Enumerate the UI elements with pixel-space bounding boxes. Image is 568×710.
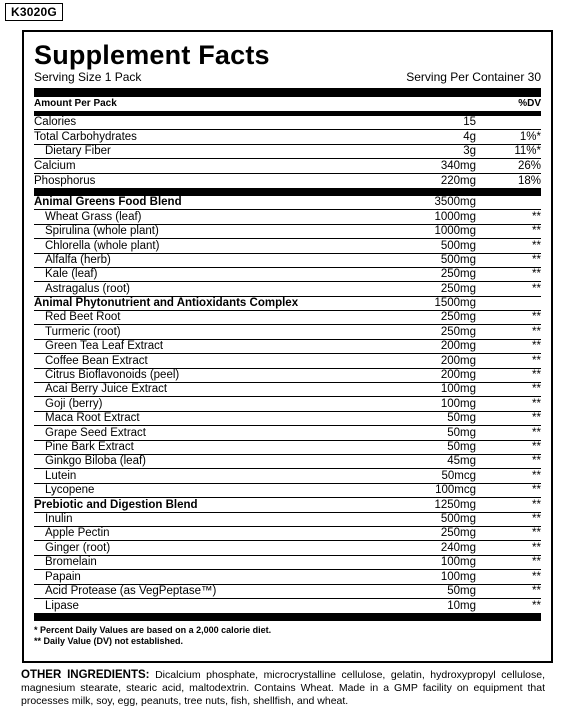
- ingredient-name: Wheat Grass (leaf): [45, 210, 142, 223]
- ingredient-dv: **: [532, 512, 541, 525]
- ingredient-amount: 50mg: [447, 412, 476, 425]
- ingredient-dv: **: [532, 412, 541, 425]
- ingredient-dv: 11%*: [514, 145, 541, 158]
- ingredient-dv: **: [532, 311, 541, 324]
- ingredient-amount: 1500mg: [434, 297, 476, 310]
- blend-ingredient-row: [34, 570, 541, 584]
- ingredient-name: Animal Greens Food Blend: [34, 196, 182, 209]
- amount-per-pack-label: Amount Per Pack: [34, 98, 117, 109]
- blend-ingredient-row: [34, 527, 541, 541]
- blend-ingredient-row: [34, 599, 541, 613]
- blend-ingredient-row: [34, 426, 541, 440]
- serving-info: [34, 70, 541, 84]
- ingredient-name: Lycopene: [45, 484, 95, 497]
- blend-ingredient-row: [34, 268, 541, 282]
- ingredient-amount: 100mg: [440, 383, 476, 396]
- ingredient-dv: **: [532, 600, 541, 613]
- nutrient-row: [34, 130, 541, 144]
- ingredient-name: Acai Berry Juice Extract: [45, 383, 168, 396]
- ingredient-amount: 500mg: [440, 253, 476, 266]
- bottom-divider: [34, 613, 541, 621]
- ingredient-name: Citrus Bioflavonoids (peel): [45, 369, 180, 382]
- ingredient-name: Alfalfa (herb): [45, 253, 111, 266]
- ingredient-name: Grape Seed Extract: [45, 426, 146, 439]
- ingredient-amount: 1250mg: [434, 498, 476, 511]
- ingredient-amount: 200mg: [440, 354, 476, 367]
- ingredient-amount: 200mg: [440, 369, 476, 382]
- ingredient-amount: 250mg: [440, 268, 476, 281]
- ingredient-amount: 50mg: [447, 440, 476, 453]
- blend-ingredient-row: [34, 455, 541, 469]
- ingredient-amount: 45mg: [447, 455, 476, 468]
- column-header: [34, 97, 541, 111]
- ingredient-amount: 500mg: [440, 512, 476, 525]
- ingredient-dv: 18%: [517, 174, 541, 187]
- ingredient-amount: 50mg: [447, 584, 476, 597]
- ingredient-amount: 250mg: [440, 527, 476, 540]
- other-ingredients: [21, 669, 545, 708]
- ingredient-name: Lutein: [45, 469, 77, 482]
- ingredient-amount: 250mg: [440, 311, 476, 324]
- nutrient-row: [34, 145, 541, 159]
- supplement-facts-panel: [22, 30, 553, 663]
- ingredient-name: Ginkgo Biloba (leaf): [45, 455, 146, 468]
- ingredient-dv: **: [532, 397, 541, 410]
- nutrient-row: [34, 159, 541, 173]
- ingredient-amount: 220mg: [440, 174, 476, 187]
- ingredient-name: Phosphorus: [34, 174, 96, 187]
- ingredient-amount: 100mcg: [435, 484, 476, 497]
- blend-ingredient-row: [34, 556, 541, 570]
- blend-ingredient-row: [34, 383, 541, 397]
- ingredient-name: Turmeric (root): [45, 325, 121, 338]
- ingredient-dv: **: [532, 440, 541, 453]
- ingredient-name: Pine Bark Extract: [45, 440, 134, 453]
- ingredient-dv: **: [532, 556, 541, 569]
- ingredient-dv: **: [532, 498, 541, 511]
- other-ingredients-label: OTHER INGREDIENTS:: [21, 669, 150, 681]
- dv-header-label: %DV: [518, 98, 541, 109]
- panel-title: Supplement Facts: [34, 40, 270, 70]
- blend-ingredient-row: [34, 254, 541, 268]
- ingredient-dv: **: [532, 354, 541, 367]
- ingredient-dv: 26%: [517, 159, 541, 172]
- blend-ingredient-row: [34, 210, 541, 224]
- ingredient-name: Kale (leaf): [45, 268, 98, 281]
- ingredient-dv: **: [532, 426, 541, 439]
- ingredient-amount: 100mg: [440, 556, 476, 569]
- blends-section: [34, 196, 541, 613]
- ingredient-name: Maca Root Extract: [45, 412, 140, 425]
- serving-size: Serving Size 1 Pack: [34, 70, 142, 84]
- ingredient-amount: 3500mg: [434, 196, 476, 209]
- ingredient-name: Bromelain: [45, 556, 97, 569]
- ingredient-dv: **: [532, 282, 541, 295]
- other-ingredients-text: Dicalcium phosphate, microcrystalline cellulose, gelatin, hydroxypropyl cellulose, magnesium stearate, stearic acid, maltodextrin. Contains Wheat. Made in a GMP facility on equipment that processes milk, soy, egg, peanuts, tree nuts, fish, shellfish, and wheat.: [21, 669, 545, 707]
- ingredient-dv: **: [532, 383, 541, 396]
- nutrient-row: [34, 174, 541, 188]
- blend-ingredient-row: [34, 412, 541, 426]
- ingredient-amount: 1000mg: [434, 225, 476, 238]
- footnote-percent-dv: * Percent Daily Values are based on a 2,000 calorie diet.: [34, 625, 272, 636]
- ingredient-dv: **: [532, 210, 541, 223]
- blend-header-row: [34, 297, 541, 311]
- ingredient-name: Calcium: [34, 159, 76, 172]
- servings-per-container: Serving Per Container 30: [406, 70, 541, 84]
- ingredient-dv: **: [532, 268, 541, 281]
- ingredient-dv: **: [532, 325, 541, 338]
- ingredient-name: Spirulina (whole plant): [45, 225, 159, 238]
- ingredient-dv: 1%*: [519, 130, 541, 143]
- blend-ingredient-row: [34, 369, 541, 383]
- ingredient-amount: 100mg: [440, 397, 476, 410]
- blend-ingredient-row: [34, 340, 541, 354]
- blend-header-row: [34, 196, 541, 210]
- blend-ingredient-row: [34, 225, 541, 239]
- blend-ingredient-row: [34, 354, 541, 368]
- ingredient-amount: 200mg: [440, 340, 476, 353]
- ingredient-amount: 50mg: [447, 426, 476, 439]
- ingredient-amount: 250mg: [440, 325, 476, 338]
- ingredient-name: Astragalus (root): [45, 282, 131, 295]
- blend-ingredient-row: [34, 325, 541, 339]
- ingredient-amount: 1000mg: [434, 210, 476, 223]
- ingredient-amount: 15: [463, 116, 476, 129]
- ingredient-amount: 250mg: [440, 282, 476, 295]
- ingredient-dv: **: [532, 484, 541, 497]
- ingredient-amount: 10mg: [447, 600, 476, 613]
- ingredient-name: Dietary Fiber: [45, 145, 111, 158]
- ingredient-amount: 4g: [463, 130, 476, 143]
- blend-ingredient-row: [34, 397, 541, 411]
- ingredient-dv: **: [532, 369, 541, 382]
- ingredient-name: Prebiotic and Digestion Blend: [34, 498, 198, 511]
- product-code: K3020G: [5, 3, 63, 21]
- ingredient-name: Goji (berry): [45, 397, 103, 410]
- ingredient-dv: **: [532, 541, 541, 554]
- ingredient-name: Calories: [34, 116, 77, 129]
- ingredient-dv: **: [532, 340, 541, 353]
- ingredient-name: Acid Protease (as VegPeptase™): [45, 584, 217, 597]
- ingredient-amount: 240mg: [440, 541, 476, 554]
- ingredient-dv: **: [532, 570, 541, 583]
- ingredient-dv: **: [532, 527, 541, 540]
- blend-ingredient-row: [34, 282, 541, 296]
- ingredient-dv: **: [532, 584, 541, 597]
- nutrient-row: [34, 116, 541, 130]
- ingredient-amount: 3g: [463, 145, 476, 158]
- ingredient-amount: 50mcg: [441, 469, 476, 482]
- ingredient-dv: **: [532, 239, 541, 252]
- ingredient-amount: 500mg: [440, 239, 476, 252]
- ingredient-dv: **: [532, 455, 541, 468]
- blend-ingredient-row: [34, 541, 541, 555]
- blend-header-row: [34, 498, 541, 512]
- blend-ingredient-row: [34, 585, 541, 599]
- thick-divider: [34, 88, 541, 97]
- ingredient-amount: 340mg: [440, 159, 476, 172]
- ingredient-dv: **: [532, 225, 541, 238]
- ingredient-name: Coffee Bean Extract: [45, 354, 148, 367]
- footnote-dv-not-established: ** Daily Value (DV) not established.: [34, 636, 184, 647]
- blend-ingredient-row: [34, 484, 541, 498]
- ingredient-amount: 100mg: [440, 570, 476, 583]
- basic-nutrients: [34, 116, 541, 188]
- blend-ingredient-row: [34, 469, 541, 483]
- ingredient-name: Green Tea Leaf Extract: [45, 340, 164, 353]
- ingredient-name: Lipase: [45, 600, 79, 613]
- ingredient-name: Ginger (root): [45, 541, 111, 554]
- ingredient-name: Total Carbohydrates: [34, 130, 137, 143]
- ingredient-name: Papain: [45, 570, 81, 583]
- blend-ingredient-row: [34, 311, 541, 325]
- ingredient-name: Inulin: [45, 512, 73, 525]
- blend-ingredient-row: [34, 441, 541, 455]
- ingredient-name: Red Beet Root: [45, 311, 121, 324]
- ingredient-name: Animal Phytonutrient and Antioxidants Complex: [34, 297, 299, 310]
- ingredient-name: Apple Pectin: [45, 527, 110, 540]
- blend-ingredient-row: [34, 513, 541, 527]
- ingredient-dv: **: [532, 469, 541, 482]
- ingredient-name: Chlorella (whole plant): [45, 239, 160, 252]
- footnotes: [34, 625, 541, 647]
- ingredient-dv: **: [532, 253, 541, 266]
- blend-ingredient-row: [34, 239, 541, 253]
